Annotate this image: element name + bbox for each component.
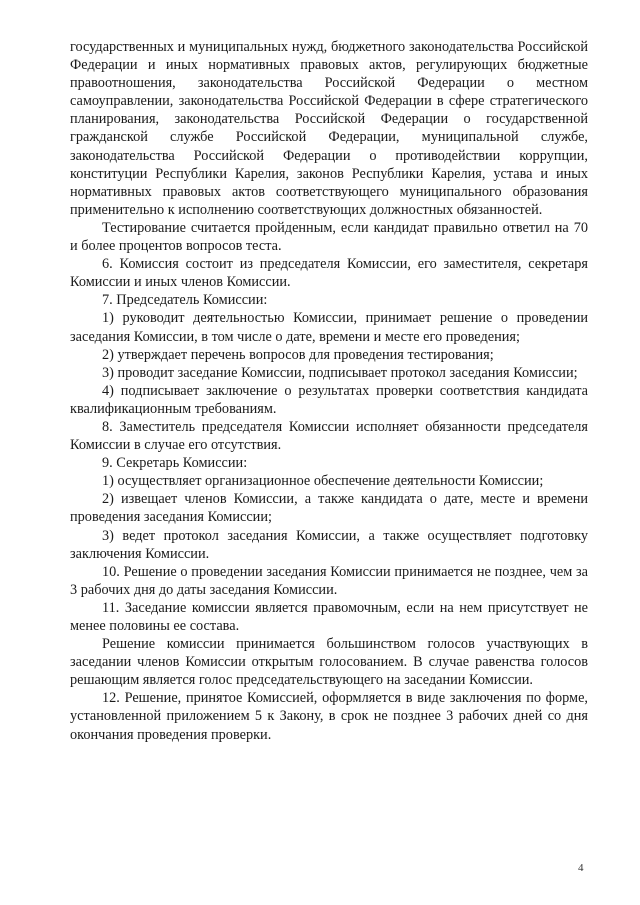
paragraph-item-9-heading: 9. Секретарь Комиссии: — [102, 455, 248, 472]
paragraph-item-10: 10. Решение о проведении заседания Комиссии принимается не позднее, чем за 3 рабочих дня до даты заседания Комиссии. — [70, 563, 588, 598]
paragraph-item-9-2: 2) извещает членов Комиссии, а также кандидата о дате, месте и времени проведения заседания Комиссии; — [70, 491, 588, 526]
paragraph-item-9-1: 1) осуществляет организационное обеспечение деятельности Комиссии; — [102, 473, 544, 490]
paragraph-continuation: государственных и муниципальных нужд, бюджетного законодательства Российской Федерации и иных нормативных правовых актов, регулирующих бюджетные правоотношения, законодательства Российской Федерации о местном самоуправлении, законодательства Российской Федерации в сфере стратегического планирования, законодательства Российской Федерации о государственной гражданской службе Российской Федерации, муниципальной службе, законодательства Российской Федерации о противодействии коррупции, конституции Республики Карелия, законов Республики Карелия, устава и иных нормативных правовых актов соответствующего муниципального образования применительно к исполнению соответствующих должностных обязанностей. — [70, 39, 588, 218]
paragraph-item-12: 12. Решение, принятое Комиссией, оформляется в виде заключения по форме, установленной приложением 5 к Закону, в срок не позднее 3 рабочих дней со дня окончания проведения проверки. — [70, 690, 588, 743]
paragraph-item-7-2: 2) утверждает перечень вопросов для проведения тестирования; — [102, 346, 494, 363]
paragraph-item-7-heading: 7. Председатель Комиссии: — [102, 292, 268, 309]
page-number: 4 — [578, 862, 584, 874]
paragraph-item-7-1: 1) руководит деятельностью Комиссии, принимает решение о проведении заседания Комиссии, в том числе о дате, времени и месте его проведения; — [70, 310, 588, 345]
paragraph-item-7-4: 4) подписывает заключение о результатах проверки соответствия кандидата квалификационным требованиям. — [70, 382, 588, 417]
paragraph-voting-rules: Решение комиссии принимается большинством голосов участвующих в заседании членов Комиссии открытым голосованием. В случае равенства голосов решающим является голос председательствующего на заседании Комиссии. — [70, 636, 588, 689]
paragraph-item-9-3: 3) ведет протокол заседания Комиссии, а также осуществляет подготовку заключения Комиссии. — [70, 527, 588, 562]
paragraph-item-8: 8. Заместитель председателя Комиссии исполняет обязанности председателя Комиссии в случае его отсутствия. — [70, 418, 588, 454]
document-body — [70, 38, 588, 744]
paragraph-item-11: 11. Заседание комиссии является правомочным, если на нем присутствует не менее половины ее состава. — [70, 599, 588, 634]
paragraph-item-7-3: 3) проводит заседание Комиссии, подписывает протокол заседания Комиссии; — [102, 364, 578, 381]
paragraph-item-6: 6. Комиссия состоит из председателя Комиссии, его заместителя, секретаря Комиссии и иных членов Комиссии. — [70, 256, 588, 291]
paragraph-testing-passed: Тестирование считается пройденным, если кандидат правильно ответил на 70 и более процентов вопросов теста. — [70, 219, 588, 255]
